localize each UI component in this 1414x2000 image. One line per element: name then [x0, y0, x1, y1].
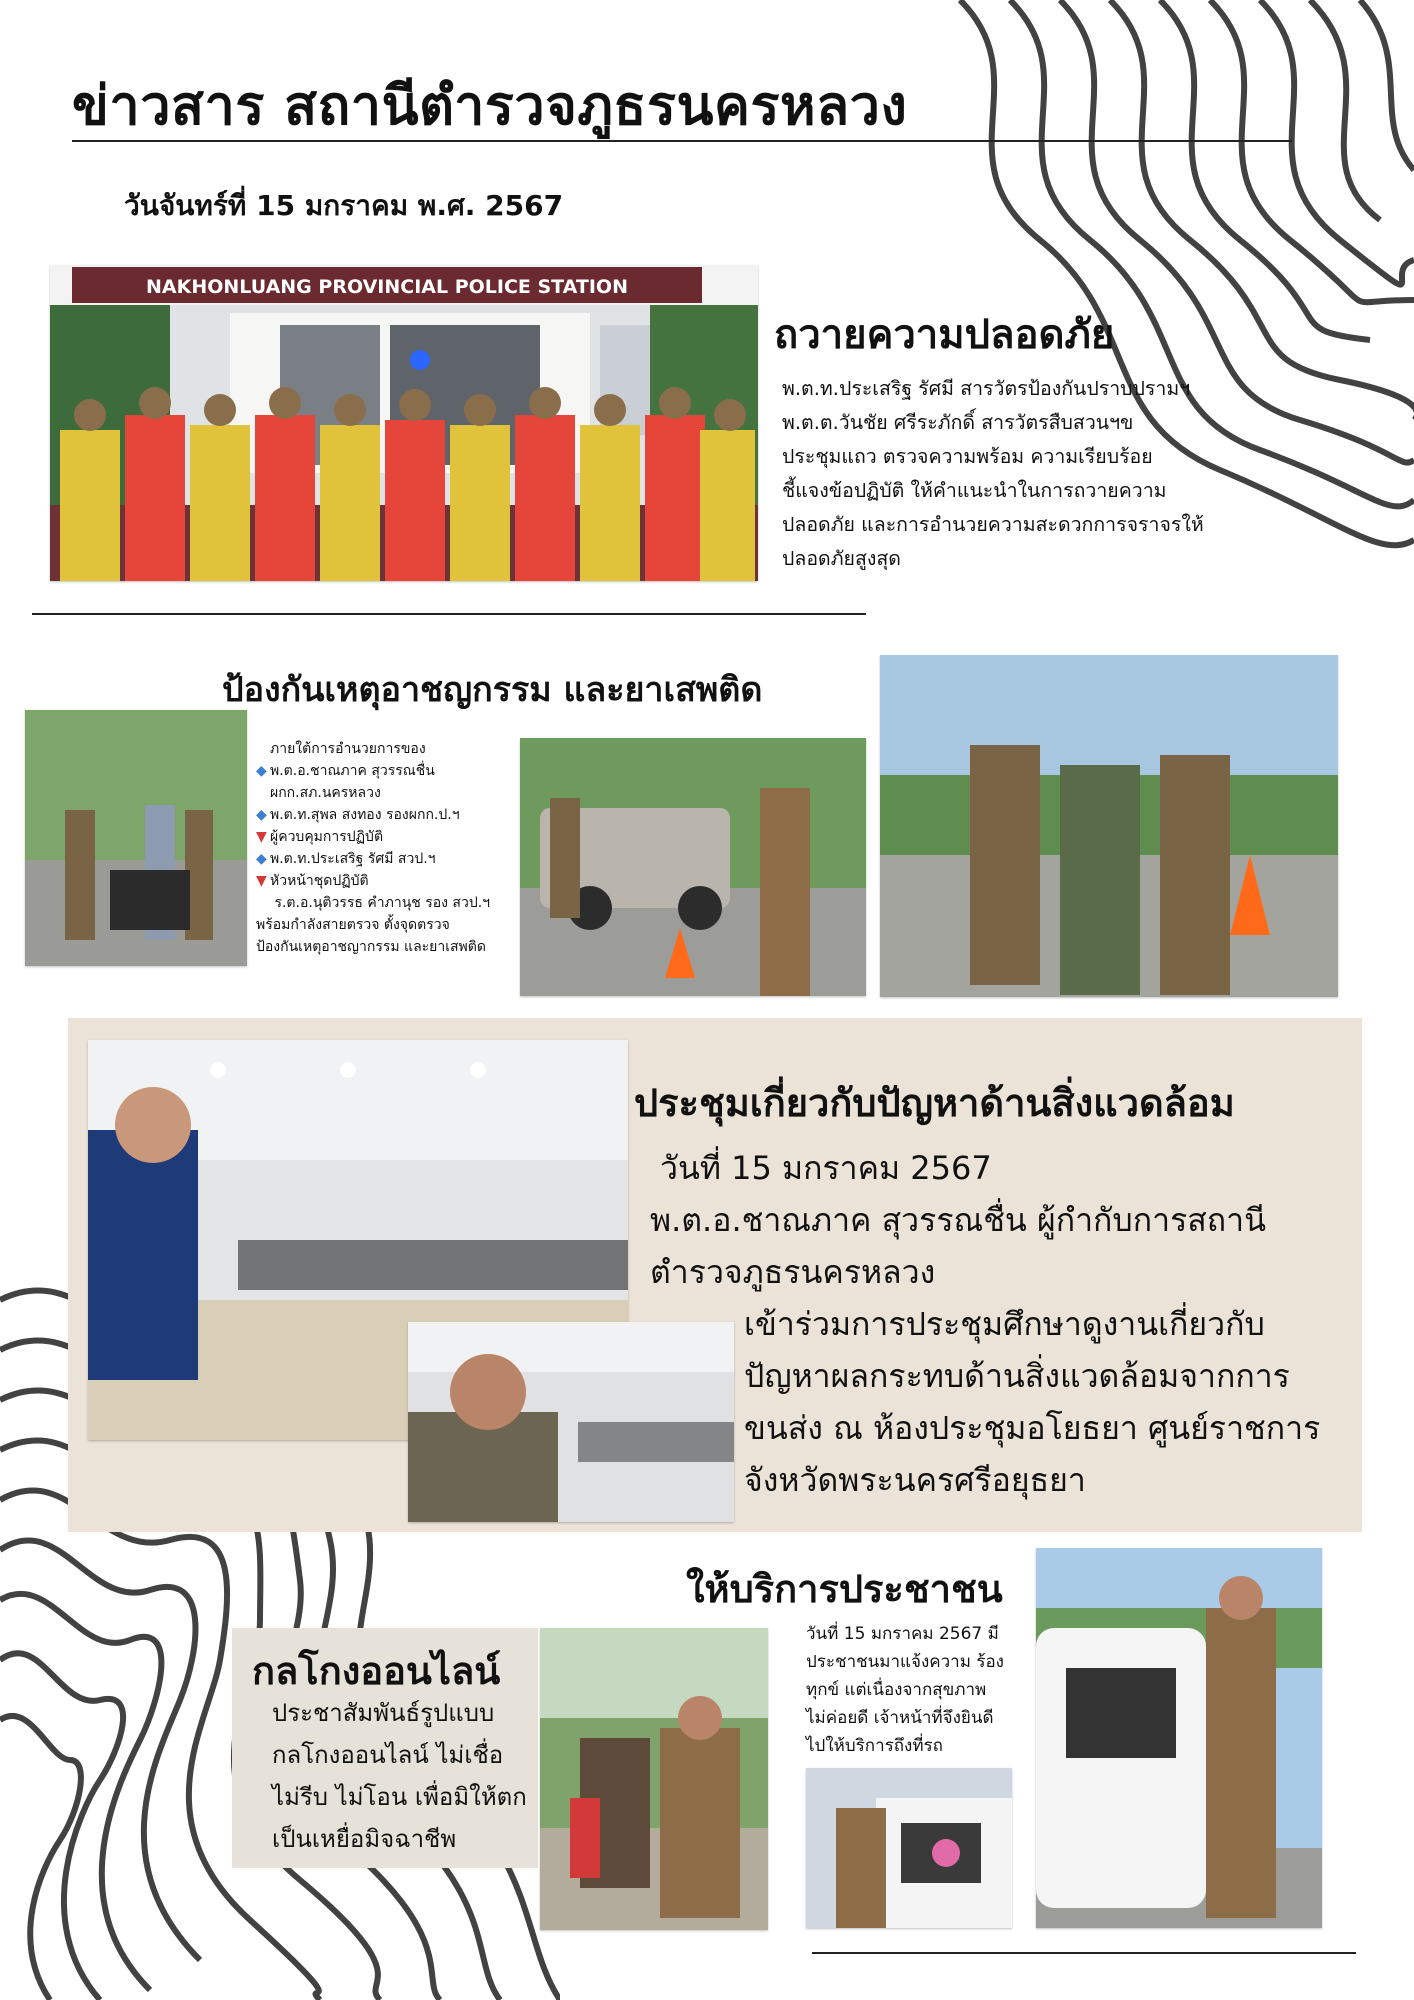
checkpoint-search-photo — [880, 655, 1338, 997]
public-service-line: วันที่ 15 มกราคม 2567 มี — [806, 1624, 999, 1644]
online-fraud-line: กลโกงออนไลน์ ไม่เชื่อ — [272, 1741, 504, 1769]
safety-line: พ.ต.ต.วันชัย ศรีระภักดิ์ สารวัตรสืบสวนฯข — [782, 411, 1134, 434]
public-service-description — [806, 1620, 1036, 1760]
safety-line: ปลอดภัยสูงสุด — [782, 547, 901, 570]
environment-meeting-line: ขนส่ง ณ ห้องประชุมอโยธยา ศูนย์ราชการ — [744, 1409, 1321, 1447]
environment-meeting-line: ปัญหาผลกระทบด้านสิ่งแวดล้อมจากการ — [744, 1357, 1290, 1395]
police-station-lineup-photo — [50, 265, 758, 581]
bottom-divider — [812, 1952, 1356, 1954]
page-date: วันจันทร์ที่ 15 มกราคม พ.ศ. 2567 — [124, 189, 564, 222]
online-fraud-line: เป็นเหยื่อมิจฉาชีพ — [272, 1825, 457, 1853]
safety-line: ชี้แจงข้อปฏิบัติ ให้คำแนะนำในการถวายความ — [782, 479, 1167, 502]
environment-meeting-line: ตำรวจภูธรนครหลวง — [650, 1253, 936, 1291]
environment-meeting-date: วันที่ 15 มกราคม 2567 — [660, 1149, 992, 1187]
environment-meeting-line: พ.ต.อ.ชาณภาค สุวรรณชื่น ผู้กำกับการสถานี — [650, 1201, 1267, 1239]
diamond-bullet-icon: ◆ — [256, 807, 267, 823]
public-service-line: ทุกข์ แต่เนื่องจากสุขภาพ — [806, 1680, 987, 1700]
triangle-bullet-icon: ▼ — [256, 829, 267, 845]
service-car-window-photo — [806, 1768, 1012, 1928]
service-officer-car-photo — [1036, 1548, 1322, 1928]
public-service-line: ไม่ค่อยดี เจ้าหน้าที่จึงยินดี — [806, 1708, 994, 1728]
online-fraud-line: ประชาสัมพันธ์รูปแบบ — [272, 1699, 495, 1727]
online-fraud-outreach-photo — [540, 1628, 768, 1930]
safety-heading: ถวายความปลอดภัย — [774, 312, 1115, 358]
environment-meeting-line: จังหวัดพระนครศรีอยุธยา — [744, 1461, 1086, 1499]
online-fraud-line: ไม่รีบ ไม่โอน เพื่อมิให้ตก — [272, 1783, 527, 1811]
crime-prevention-heading: ป้องกันเหตุอาชญกรรม และยาเสพติด — [222, 670, 763, 710]
environment-meeting-line: เข้าร่วมการประชุมศึกษาดูงานเกี่ยวกับ — [744, 1305, 1265, 1343]
diamond-bullet-icon: ◆ — [256, 851, 267, 867]
safety-description — [782, 372, 1282, 576]
safety-line: ประชุมแถว ตรวจความพร้อม ความเรียบร้อย — [782, 445, 1153, 468]
online-fraud-description — [272, 1692, 542, 1860]
environment-meeting-description-cont — [744, 1298, 1354, 1506]
crime-prevention-description: ภายใต้การอำนวยการของ ◆ พ.ต.อ.ชาณภาค สุวรรณชื่น ผกก.สภ.นครหลวง ◆ พ.ต.ท.สุพล สงทอง รองผกก.ป.ฯ ▼ ผู้ควบคุมการปฏิบัติ ◆ พ.ต.ท.ประเสริฐ รัศมี สวป.ฯ ▼ หัวหน้าชุดปฏิบัติ ร.ต.อ.นุติวรรธ คำภานุช รอง สวป.ฯ พร้อมกำลังสายตรวจ ตั้งจุดตรวจ ป้องกันเหตุอาชญากรรม และยาเสพติด — [256, 741, 491, 955]
environment-meeting-description — [650, 1142, 1350, 1298]
safety-line: พ.ต.ท.ประเสริฐ รัศมี สารวัตรป้องกันปราบปรามฯ — [782, 377, 1191, 400]
station-sign-text: NAKHONLUANG PROVINCIAL POLICE STATION — [146, 276, 628, 298]
environment-meeting-heading: ประชุมเกี่ยวกับปัญหาด้านสิ่งแวดล้อม — [634, 1081, 1235, 1125]
checkpoint-motorcycle-photo — [25, 710, 247, 966]
public-service-heading: ให้บริการประชาชน — [686, 1567, 1003, 1611]
public-service-line: ไปให้บริการถึงที่รถ — [806, 1736, 943, 1756]
checkpoint-truck-photo — [520, 738, 866, 996]
online-fraud-heading: กลโกงออนไลน์ — [252, 1649, 501, 1693]
title-underline — [72, 140, 1292, 142]
public-service-line: ประชาชนมาแจ้งความ ร้อง — [806, 1652, 1004, 1672]
section-divider — [32, 613, 866, 615]
meeting-officer-photo — [408, 1322, 734, 1522]
diamond-bullet-icon: ◆ — [256, 763, 267, 779]
triangle-bullet-icon: ▼ — [256, 873, 267, 889]
page-title: ข่าวสาร สถานีตำรวจภูธรนครหลวง — [72, 74, 908, 137]
safety-line: ปลอดภัย และการอำนวยความสะดวกการจราจรให้ — [782, 513, 1204, 536]
